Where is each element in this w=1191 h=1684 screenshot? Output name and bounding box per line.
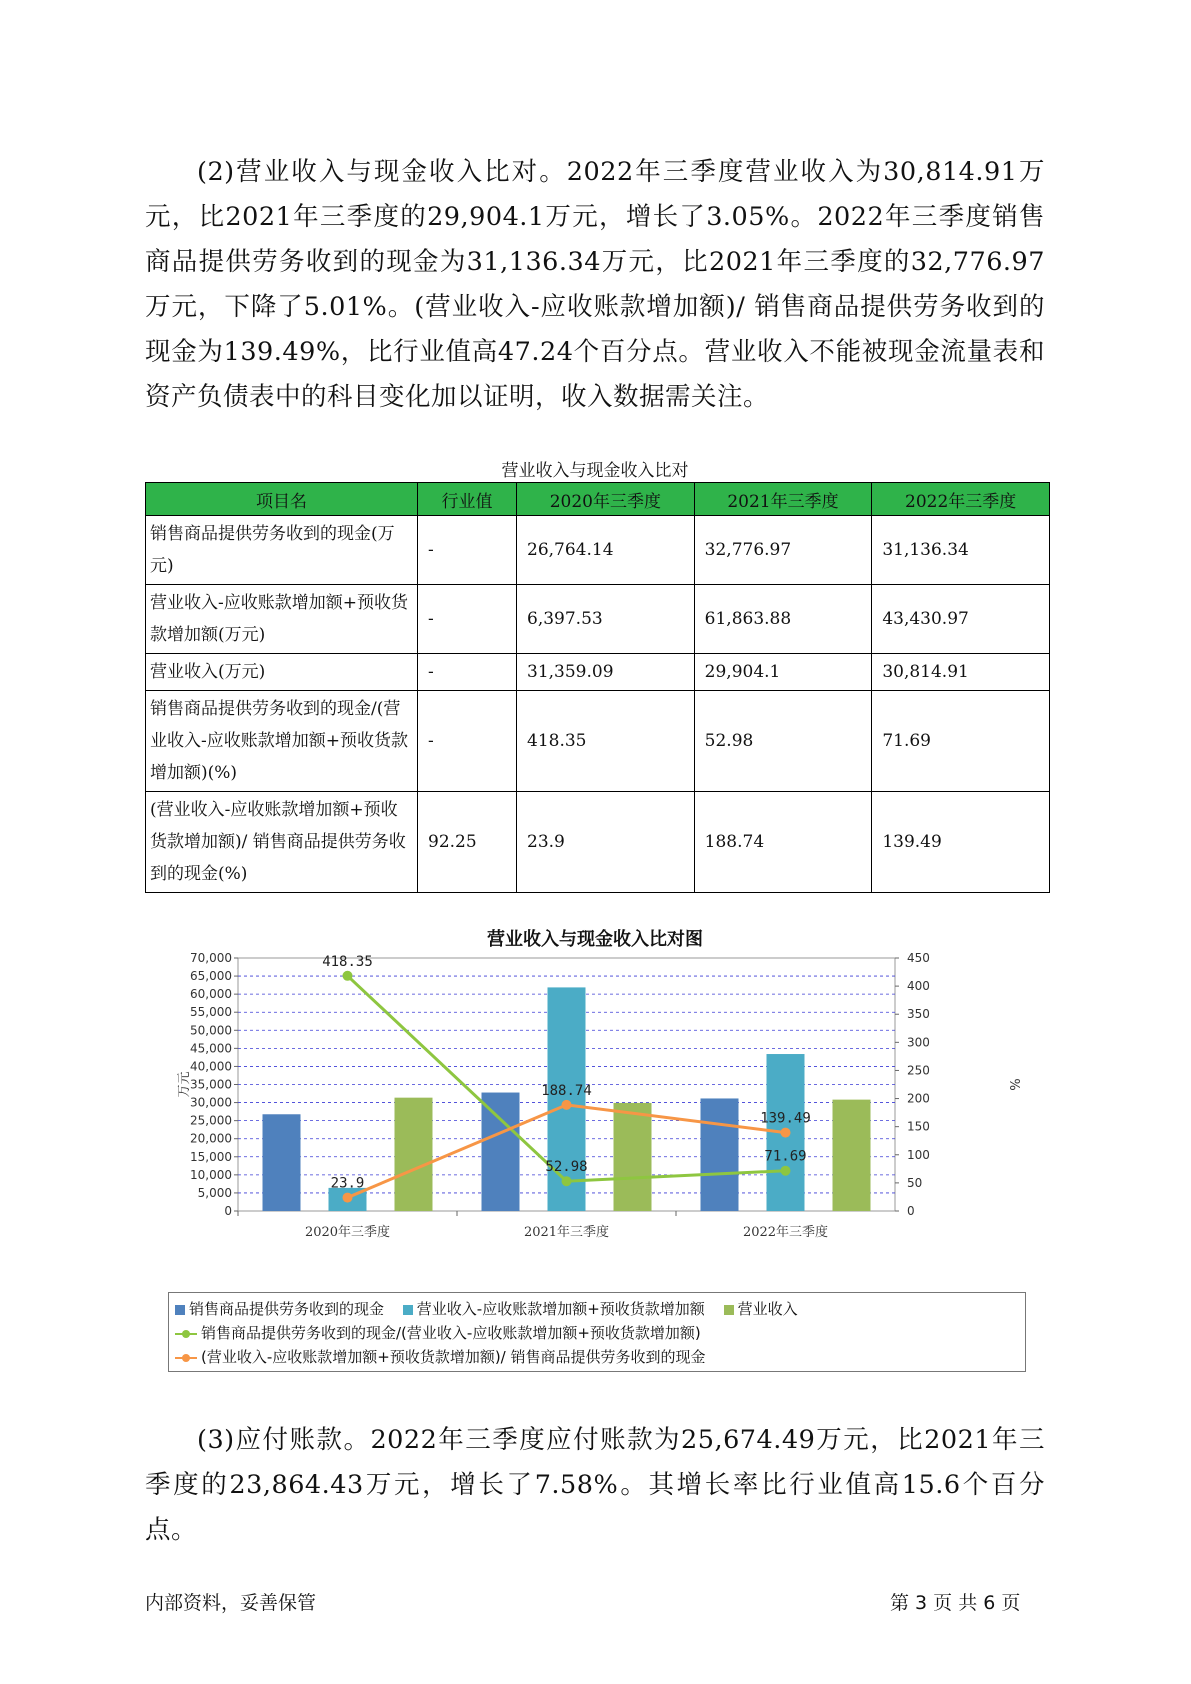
cell-2021q3: 52.98 bbox=[694, 691, 872, 792]
table-row bbox=[146, 585, 1050, 654]
bar bbox=[833, 1100, 871, 1211]
x-tick-label: 2020年三季度 bbox=[304, 1225, 391, 1240]
y-tick-label: 0 bbox=[224, 1204, 232, 1218]
y2-tick-label: 100 bbox=[907, 1147, 930, 1162]
legend-line bbox=[175, 1357, 197, 1359]
y-tick-label: 10,000 bbox=[190, 1167, 232, 1182]
cell-2021q3: 29,904.1 bbox=[694, 654, 872, 691]
data-label: 71.69 bbox=[764, 1148, 807, 1165]
data-label: 52.98 bbox=[545, 1159, 588, 1176]
cell-2021q3: 61,863.88 bbox=[694, 585, 872, 654]
table-header-row bbox=[146, 483, 1050, 516]
y-tick-label: 65,000 bbox=[190, 969, 232, 984]
table-row bbox=[146, 792, 1050, 893]
cell-2022q3: 43,430.97 bbox=[872, 585, 1050, 654]
legend-swatch bbox=[724, 1305, 734, 1315]
legend-swatch bbox=[175, 1305, 185, 1315]
row-label: 销售商品提供劳务收到的现金/(营业收入-应收账款增加额+预收货款增加额)(%) bbox=[146, 691, 418, 792]
y-tick-label: 5,000 bbox=[197, 1185, 232, 1200]
x-tick-label: 2022年三季度 bbox=[742, 1225, 829, 1240]
y-tick-label: 45,000 bbox=[190, 1041, 232, 1056]
cell-2022q3: 139.49 bbox=[872, 792, 1050, 893]
header-2022q3: 2022年三季度 bbox=[872, 483, 1050, 516]
row-label: 营业收入-应收账款增加额+预收货款增加额(万元) bbox=[146, 585, 418, 654]
paragraph-accounts-payable bbox=[145, 1418, 1045, 1553]
data-label: 23.9 bbox=[330, 1175, 365, 1192]
y2-tick-label: 450 bbox=[907, 951, 930, 965]
cell-industry: 92.25 bbox=[418, 792, 517, 893]
header-item: 项目名 bbox=[146, 483, 418, 516]
cell-2020q3: 418.35 bbox=[517, 691, 695, 792]
row-label: (营业收入-应收账款增加额+预收货款增加额)/ 销售商品提供劳务收到的现金(%) bbox=[146, 792, 418, 893]
legend-label: 营业收入 bbox=[737, 1300, 798, 1318]
y2-axis-label: % bbox=[1006, 1078, 1021, 1091]
legend-item bbox=[724, 1297, 798, 1321]
cell-2020q3: 6,397.53 bbox=[517, 585, 695, 654]
cell-2020q3: 23.9 bbox=[517, 792, 695, 893]
y-tick-label: 20,000 bbox=[190, 1131, 232, 1146]
cell-2022q3: 30,814.91 bbox=[872, 654, 1050, 691]
cell-industry: - bbox=[418, 654, 517, 691]
legend-label: 营业收入-应收账款增加额+预收货款增加额 bbox=[416, 1300, 705, 1318]
y2-tick-label: 250 bbox=[907, 1063, 930, 1078]
cell-industry: - bbox=[418, 691, 517, 792]
data-label: 139.49 bbox=[760, 1110, 811, 1127]
cell-2020q3: 31,359.09 bbox=[517, 654, 695, 691]
comparison-table bbox=[145, 482, 1050, 893]
chart-title: 营业收入与现金收入比对图 bbox=[487, 929, 703, 950]
bar bbox=[701, 1098, 739, 1211]
legend-item bbox=[175, 1297, 384, 1321]
footer-confidential: 内部资料，妥善保管 bbox=[145, 1592, 317, 1614]
y2-tick-label: 150 bbox=[907, 1119, 930, 1134]
cell-industry: - bbox=[418, 516, 517, 585]
y2-tick-label: 400 bbox=[907, 979, 930, 994]
legend-line bbox=[175, 1333, 197, 1335]
bar bbox=[614, 1103, 652, 1211]
data-label: 418.35 bbox=[322, 953, 373, 970]
cell-2022q3: 71.69 bbox=[872, 691, 1050, 792]
line-point bbox=[343, 971, 353, 981]
bar bbox=[395, 1098, 433, 1211]
cell-2021q3: 32,776.97 bbox=[694, 516, 872, 585]
paragraph-revenue-vs-cash bbox=[145, 150, 1045, 420]
line-point bbox=[781, 1128, 791, 1138]
legend-row bbox=[175, 1321, 1019, 1345]
paragraph-text: (2)营业收入与现金收入比对。2022年三季度营业收入为30,814.91万元，比2021年三季度的29,904.1万元，增长了3.05%。2022年三季度销售商品提供劳务收到的现金为31,136.34万元，比2021年三季度的32,776.97万元，下降了5.01%。(营业收入-应收账款增加额)/ 销售商品提供劳务收到的现金为139.49%，比行业值高47.24个百分点。营业收入不能被现金流量表和资产负债表中的科目变化加以证明，收入数据需关注。 bbox=[145, 157, 1045, 412]
legend-item bbox=[175, 1345, 706, 1369]
header-2021q3: 2021年三季度 bbox=[694, 483, 872, 516]
y-tick-label: 60,000 bbox=[190, 987, 232, 1002]
line-point bbox=[562, 1176, 572, 1186]
table-caption: 营业收入与现金收入比对 bbox=[501, 461, 689, 481]
legend-label: 销售商品提供劳务收到的现金 bbox=[189, 1300, 385, 1318]
legend-row bbox=[175, 1345, 1019, 1369]
table-row bbox=[146, 691, 1050, 792]
y-tick-label: 30,000 bbox=[190, 1095, 232, 1110]
table-row bbox=[146, 654, 1050, 691]
bar bbox=[482, 1093, 520, 1211]
x-tick-label: 2021年三季度 bbox=[523, 1225, 610, 1240]
data-label: 188.74 bbox=[541, 1082, 592, 1099]
y-tick-label: 70,000 bbox=[190, 951, 232, 965]
y2-tick-label: 300 bbox=[907, 1035, 930, 1050]
y-tick-label: 15,000 bbox=[190, 1149, 232, 1164]
line-point bbox=[562, 1100, 572, 1110]
bar bbox=[263, 1114, 301, 1211]
legend-row bbox=[175, 1297, 1019, 1321]
row-label: 营业收入(万元) bbox=[146, 654, 418, 691]
y-axis-label: 万元 bbox=[177, 1071, 192, 1098]
footer-page-number: 第 3 页 共 6 页 bbox=[890, 1592, 1021, 1614]
y-tick-label: 40,000 bbox=[190, 1059, 232, 1074]
table-row bbox=[146, 516, 1050, 585]
y-tick-label: 50,000 bbox=[190, 1023, 232, 1038]
legend-swatch bbox=[403, 1305, 413, 1315]
legend-item bbox=[175, 1321, 701, 1345]
combo-chart bbox=[160, 950, 1030, 1280]
y-tick-label: 25,000 bbox=[190, 1113, 232, 1128]
chart-legend bbox=[168, 1292, 1026, 1372]
y2-tick-label: 50 bbox=[907, 1175, 923, 1190]
line-point bbox=[343, 1193, 353, 1203]
legend-label: (营业收入-应收账款增加额+预收货款增加额)/ 销售商品提供劳务收到的现金 bbox=[201, 1348, 706, 1366]
legend-item bbox=[403, 1297, 705, 1321]
cell-industry: - bbox=[418, 585, 517, 654]
legend-label: 销售商品提供劳务收到的现金/(营业收入-应收账款增加额+预收货款增加额) bbox=[201, 1324, 701, 1342]
paragraph-text: (3)应付账款。2022年三季度应付账款为25,674.49万元，比2021年三季度的23,864.43万元，增长了7.58%。其增长率比行业值高15.6个百分点。 bbox=[145, 1425, 1045, 1545]
cell-2022q3: 31,136.34 bbox=[872, 516, 1050, 585]
y2-tick-label: 200 bbox=[907, 1091, 930, 1106]
cell-2021q3: 188.74 bbox=[694, 792, 872, 893]
y2-tick-label: 0 bbox=[907, 1204, 915, 1218]
y-tick-label: 35,000 bbox=[190, 1077, 232, 1092]
y-tick-label: 55,000 bbox=[190, 1005, 232, 1020]
header-2020q3: 2020年三季度 bbox=[517, 483, 695, 516]
header-industry: 行业值 bbox=[418, 483, 517, 516]
row-label: 销售商品提供劳务收到的现金(万元) bbox=[146, 516, 418, 585]
cell-2020q3: 26,764.14 bbox=[517, 516, 695, 585]
line-point bbox=[781, 1166, 791, 1176]
y2-tick-label: 350 bbox=[907, 1007, 930, 1022]
